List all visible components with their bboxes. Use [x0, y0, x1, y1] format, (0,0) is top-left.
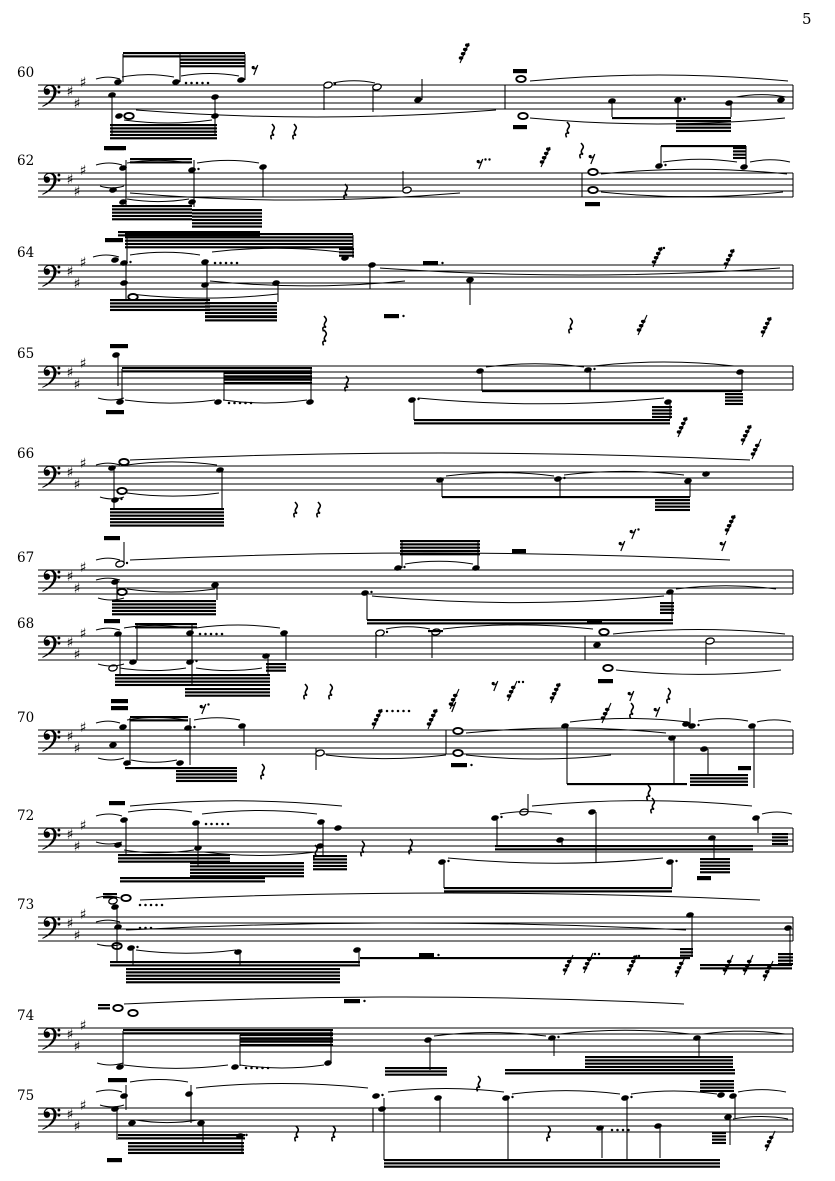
- staff-lines: [38, 1028, 793, 1052]
- svg-text:♯: ♯: [73, 581, 81, 597]
- svg-text:♯: ♯: [79, 818, 87, 834]
- svg-text:♯: ♯: [73, 647, 81, 663]
- svg-text:♯: ♯: [73, 1039, 81, 1055]
- staff-lines: [38, 466, 793, 490]
- svg-text:♯: ♯: [66, 1107, 74, 1123]
- system-67: [17, 540, 793, 624]
- notation-events: [96, 143, 793, 236]
- svg-text:♯: ♯: [66, 1027, 74, 1043]
- measure-number: 70: [17, 710, 35, 726]
- system-60: [17, 43, 793, 150]
- key-signature: [67, 163, 87, 200]
- svg-text:♯: ♯: [79, 626, 87, 642]
- system-72: [17, 794, 793, 892]
- svg-text:♯: ♯: [66, 365, 74, 381]
- svg-text:♯: ♯: [73, 1119, 81, 1135]
- svg-text:♯: ♯: [79, 255, 87, 271]
- svg-text:♯: ♯: [79, 75, 87, 91]
- key-signature: [67, 818, 87, 855]
- measure-number: 62: [17, 153, 35, 169]
- notation-events: [98, 344, 793, 445]
- key-signature: [67, 356, 87, 393]
- svg-text:♯: ♯: [66, 172, 74, 188]
- svg-text:♯: ♯: [79, 163, 87, 179]
- svg-text:♯: ♯: [66, 729, 74, 745]
- svg-text:♯: ♯: [66, 916, 74, 932]
- system-64: [17, 233, 793, 345]
- system-73: [17, 893, 793, 983]
- staff-lines: [38, 730, 793, 754]
- svg-text:♯: ♯: [73, 96, 81, 112]
- measure-number: 73: [17, 897, 35, 913]
- svg-text:♯: ♯: [79, 907, 87, 923]
- measure-number: 65: [17, 346, 35, 362]
- svg-text:♯: ♯: [73, 377, 81, 393]
- key-signature: [67, 456, 87, 493]
- svg-text:♯: ♯: [73, 839, 81, 855]
- system-74: [17, 997, 793, 1092]
- measure-number: 67: [17, 550, 35, 566]
- notation-events: [96, 1079, 793, 1167]
- svg-text:♯: ♯: [79, 456, 87, 472]
- svg-text:♯: ♯: [66, 84, 74, 100]
- measure-number: 75: [17, 1088, 35, 1104]
- key-signature: [67, 626, 87, 663]
- key-signature: [67, 1018, 87, 1055]
- measure-number: 72: [17, 808, 35, 824]
- key-signature: [67, 1098, 87, 1135]
- svg-text:♯: ♯: [66, 827, 74, 843]
- staff-lines: [38, 1108, 793, 1132]
- page-number: 5: [802, 10, 812, 28]
- svg-text:♯: ♯: [73, 928, 81, 944]
- svg-text:♯: ♯: [66, 264, 74, 280]
- measure-number: 68: [17, 616, 35, 632]
- staff-lines: [38, 173, 793, 197]
- svg-text:♯: ♯: [79, 560, 87, 576]
- key-signature: [67, 720, 87, 757]
- system-62: [17, 143, 793, 236]
- svg-text:♯: ♯: [73, 184, 81, 200]
- staff-lines: [38, 636, 793, 660]
- measure-number: 66: [17, 446, 35, 462]
- key-signature: [67, 255, 87, 292]
- svg-text:♯: ♯: [79, 1018, 87, 1034]
- system-75: [17, 1079, 793, 1167]
- svg-text:♯: ♯: [66, 569, 74, 585]
- measure-number: 60: [17, 65, 35, 81]
- system-68: [17, 616, 793, 709]
- system-65: [17, 344, 793, 445]
- notation-events: [96, 794, 793, 892]
- svg-text:♯: ♯: [66, 635, 74, 651]
- key-signature: [67, 907, 87, 944]
- system-66: [17, 439, 793, 540]
- notation-events: [97, 997, 793, 1092]
- staff-lines: [38, 366, 793, 390]
- measure-number: 74: [17, 1008, 35, 1024]
- staff-lines: [38, 570, 793, 594]
- svg-text:♯: ♯: [66, 465, 74, 481]
- notation-events: [96, 893, 793, 983]
- svg-text:♯: ♯: [79, 356, 87, 372]
- measure-number: 64: [17, 245, 35, 261]
- svg-text:♯: ♯: [73, 276, 81, 292]
- svg-text:♯: ♯: [79, 1098, 87, 1114]
- key-signature: [67, 560, 87, 597]
- svg-text:♯: ♯: [73, 477, 81, 493]
- staff-lines: [38, 265, 793, 289]
- notation-events: [96, 699, 793, 800]
- key-signature: [67, 75, 87, 112]
- system-70: [17, 699, 793, 800]
- svg-text:♯: ♯: [73, 741, 81, 757]
- staff-lines: [38, 85, 793, 109]
- svg-text:♯: ♯: [79, 720, 87, 736]
